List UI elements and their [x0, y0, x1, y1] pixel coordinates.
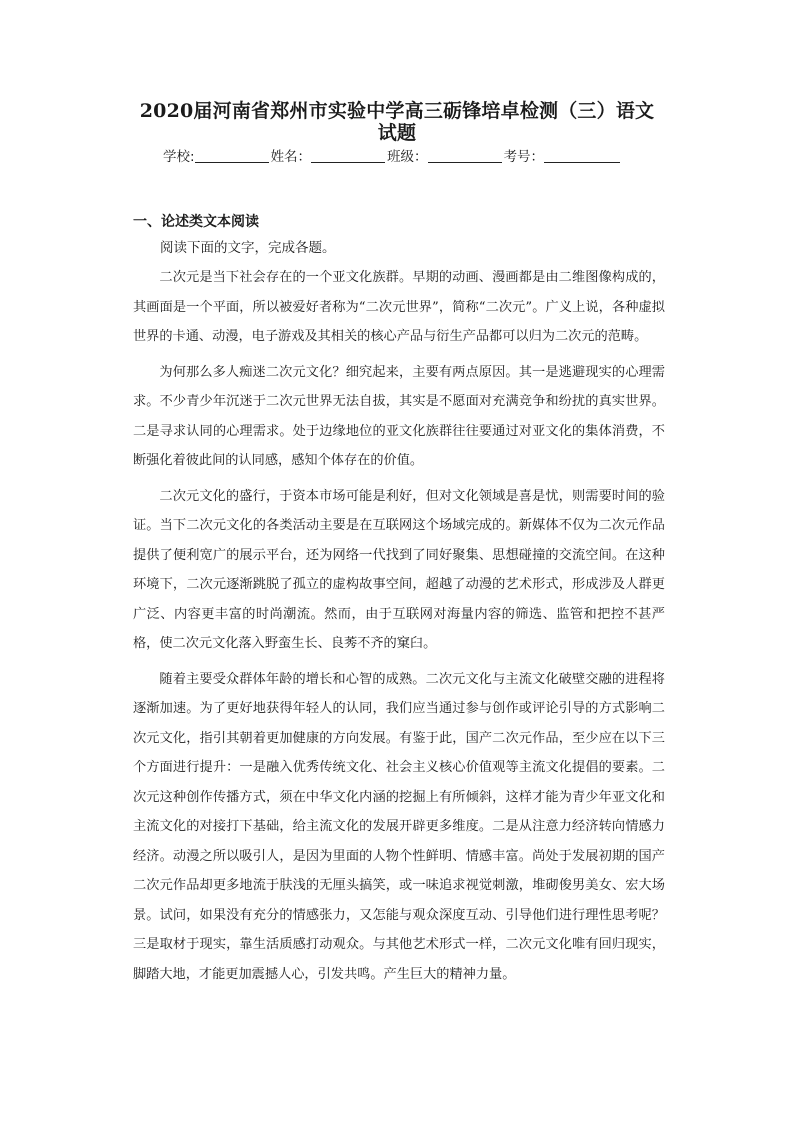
id-blank [544, 148, 620, 163]
section-instruction: 阅读下面的文字，完成各题。 [160, 240, 336, 256]
school-blank [195, 148, 269, 163]
section-heading: 一、论述类文本阅读 [133, 214, 259, 230]
article-paragraph-2: 为何那么多人痴迷二次元文化？细究起来，主要有两点原因。其一是逃避现实的心理需求。不少青少年沉迷于二次元世界无法自拔，其实是不愿面对充满竞争和纷扰的真实世界。二是寻求认同的心理需求。处于边缘地位的亚文化族群往往要通过对亚文化的集体消费，不断强化着彼此间的认同感，感知个体存在的价值。 [133, 364, 665, 468]
name-label: 姓名： [270, 149, 312, 165]
article-body [133, 263, 665, 995]
name-blank [311, 148, 385, 163]
article-paragraph-1: 二次元是当下社会存在的一个亚文化族群。早期的动画、漫画都是由二维图像构成的，其画面是一个平面，所以被爱好者称为“二次元世界”，简称“二次元”。广义上说，各种虚拟世界的卡通、动漫，电子游戏及其相关的核心产品与衍生产品都可以归为二次元的范畴。 [133, 270, 665, 344]
article-paragraph-4: 随着主要受众群体年龄的增长和心智的成熟。二次元文化与主流文化破壁交融的进程将逐渐加速。为了更好地获得年轻人的认同，我们应当通过参与创作或评论引导的方式影响二次元文化，指引其朝着更加健康的方向发展。有鉴于此，国产二次元作品，至少应在以下三个方面进行提升：一是融入优秀传统文化、社会主义核心价值观等主流文化提倡的要素。二次元这种创作传播方式，须在中华文化内涵的挖掘上有所倾斜，这样才能为青少年亚文化和主流文化的对接打下基础，给主流文化的发展开辟更多维度。二是从注意力经济转向情感力经济。动漫之所以吸引人，是因为里面的人物个性鲜明、情感丰富。尚处于发展初期的国产二次元作品却更多地流于肤浅的无厘头搞笑，或一味追求视觉刺激，堆砌俊男美女、宏大场景。试问，如果没有充分的情感张力，又怎能与观众深度互动、引导他们进行理性思考呢？三是取材于现实，靠生活质感打动观众。与其他艺术形式一样，二次元文化唯有回归现实，脚踏大地，才能更加震撼人心，引发共鸣。产生巨大的精神力量。 [133, 671, 665, 982]
article-paragraph-3: 二次元文化的盛行，于资本市场可能是利好，但对文化领域是喜是忧，则需要时间的验证。当下二次元文化的各类活动主要是在互联网这个场域完成的。新媒体不仅为二次元作品提供了便利宽广的展示平台，还为网络一代找到了同好聚集、思想碰撞的交流空间。在这种环境下，二次元逐渐跳脱了孤立的虚构故事空间，超越了动漫的艺术形式，形成涉及人群更广泛、内容更丰富的时尚潮流。然而，由于互联网对海量内容的筛选、监管和把控不甚严格，使二次元文化落入野蛮生长、良莠不齐的窠臼。 [133, 488, 665, 651]
school-label: 学校: [163, 149, 195, 165]
class-blank [428, 148, 502, 163]
exam-title-line-1: 2020届河南省郑州市实验中学高三砺锋培卓检测（三）语文 [139, 100, 655, 122]
class-label: 班级： [387, 149, 428, 165]
exam-title-line-2: 试题 [377, 122, 417, 144]
id-label: 考号： [503, 149, 545, 165]
student-info-line [163, 145, 622, 165]
